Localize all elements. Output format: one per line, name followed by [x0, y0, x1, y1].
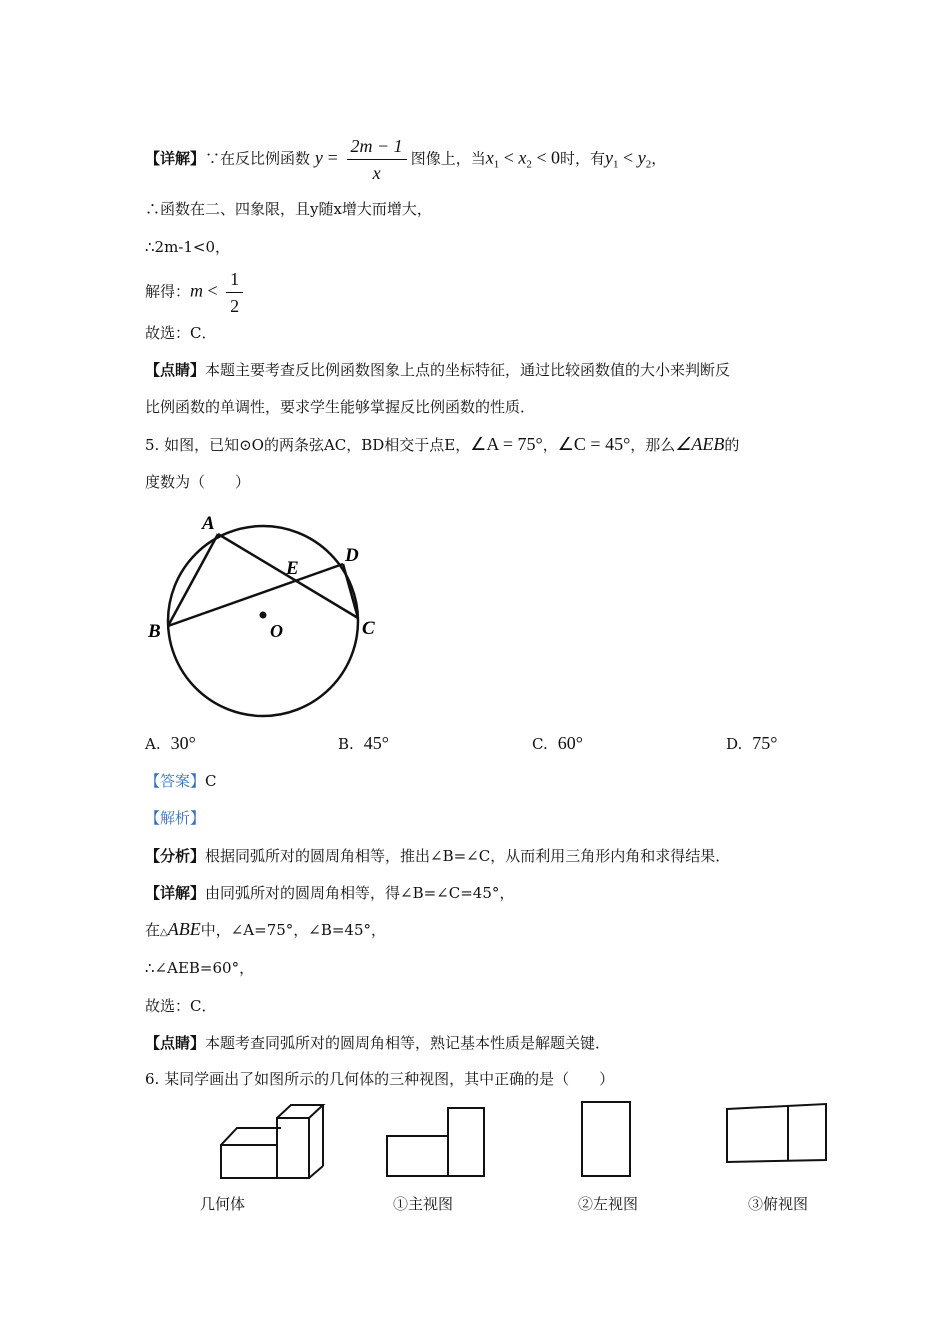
detail-end: ，: [651, 149, 667, 168]
left-view-rect: [582, 1102, 630, 1176]
q5-text-a: 5. 如图，已知⊙O的两条弦AC，BD相交于点E，: [145, 436, 471, 454]
choose-line-2: 故选：C．: [145, 997, 217, 1015]
option-b[interactable]: [338, 733, 389, 754]
comment-text: 本题主要考查反比例函数图象上点的坐标特征，通过比较函数值的大小来判断反: [205, 361, 731, 379]
comment-line-1a: [145, 360, 730, 380]
var-x1: x: [485, 147, 494, 168]
option-a-value: 30°: [170, 733, 196, 753]
fenxi-tag: 【分析】: [145, 847, 206, 865]
label-o: O: [270, 621, 283, 641]
answer-line: [145, 771, 217, 791]
option-c[interactable]: [532, 733, 583, 754]
equals-sign: =: [327, 147, 338, 168]
angle-a-expr: ∠A = 75°: [470, 434, 543, 454]
q5-stem-line-2: 度数为（ ）: [145, 473, 251, 491]
front-view-figure: [382, 1100, 492, 1185]
angle-aeb-expr: ∠AEB: [675, 434, 725, 454]
fraction-2m-1-over-x: [347, 135, 407, 184]
choose-line-1: 故选：C．: [145, 324, 217, 342]
option-c-letter: C.: [532, 735, 548, 753]
detail-tag: 【详解】: [145, 149, 206, 168]
option-c-value: 60°: [557, 733, 583, 753]
triangle-suffix: 中，∠A=75°，∠B=45°，: [200, 921, 387, 939]
option-a-letter: A.: [145, 735, 161, 753]
detail-line-2: [145, 883, 514, 903]
fenxi-text: 根据同弧所对的圆周角相等，推出∠B=∠C，从而利用三角形内角和求得结果．: [205, 847, 731, 865]
answer-tag: 【答案】: [145, 772, 206, 790]
comment2-text: 本题考查同弧所对的圆周角相等，熟记基本性质是解题关键．: [205, 1034, 611, 1052]
caption-front-view: ①主视图: [393, 1196, 454, 1213]
fenxi-line: [145, 846, 730, 866]
lt-sign-3: <: [203, 280, 223, 301]
detail2-text: 由同弧所对的圆周角相等，得∠B=∠C=45°，: [205, 884, 515, 902]
q5-text-b: ，那么: [630, 436, 676, 454]
lt-zero: < 0: [531, 147, 561, 168]
label-b: B: [148, 621, 161, 642]
half-numerator: 1: [226, 268, 243, 293]
triangle-icon: △: [160, 927, 168, 938]
var-y1: y: [605, 147, 614, 168]
fraction-denominator: x: [372, 163, 381, 183]
comment-tag: 【点睛】: [145, 361, 206, 379]
lt-sign: <: [499, 147, 519, 168]
top-view-outline: [727, 1104, 826, 1162]
circle-chord-figure: [140, 505, 400, 725]
solution-line: [145, 268, 247, 316]
solid-right-top: [277, 1105, 323, 1118]
sub-y1: 1: [613, 158, 619, 171]
q5-stem-line-1: [145, 434, 739, 455]
label-d: D: [345, 545, 359, 566]
geometry-solid-figure: [215, 1100, 335, 1185]
solution-prefix: 解得：: [145, 282, 191, 301]
var-y: y: [314, 147, 323, 168]
triangle-line: [145, 919, 386, 943]
comment-line-2: [145, 1033, 610, 1053]
detail-text-c: 时，有: [560, 149, 606, 168]
half-denominator: 2: [230, 296, 240, 316]
circle-outline: [168, 526, 358, 716]
q5-text-c: 的: [724, 436, 740, 454]
answer-value: C: [205, 772, 217, 790]
front-view-right-block: [448, 1108, 484, 1176]
text-line-3: ∴2m-1<0，: [145, 238, 231, 256]
sub-y2: 2: [645, 158, 652, 171]
center-dot: [260, 612, 267, 619]
var-x2: x: [518, 147, 527, 168]
caption-left-view: ②左视图: [578, 1196, 639, 1213]
text-line-2: ∴函数在二、四象限，且y随x增大而增大，: [145, 200, 432, 218]
sub-1: 1: [493, 158, 500, 171]
top-view-figure: [722, 1100, 834, 1170]
lt-sign-2: <: [618, 147, 638, 168]
chord-bd: [168, 564, 343, 626]
front-view-left-block: [387, 1136, 448, 1176]
label-a: A: [202, 513, 215, 534]
caption-solid: 几何体: [200, 1196, 246, 1213]
solid-right-bottom-edge: [309, 1166, 323, 1178]
option-a[interactable]: [145, 733, 196, 754]
detail-text-a: ∵在反比例函数: [205, 149, 311, 168]
option-d[interactable]: [726, 733, 777, 754]
solid-right-front: [277, 1118, 309, 1178]
caption-top-view: ③俯视图: [748, 1196, 809, 1213]
solid-left-top: [221, 1128, 281, 1145]
sub-2: 2: [526, 158, 532, 171]
angle-c-expr: ∠C = 45°: [557, 434, 631, 454]
comment2-tag: 【点睛】: [145, 1034, 206, 1052]
option-d-value: 75°: [752, 733, 778, 753]
detail2-tag: 【详解】: [145, 884, 206, 902]
label-e: E: [286, 558, 299, 579]
fraction-one-half: [226, 268, 243, 317]
solid-left-front: [221, 1145, 277, 1178]
aeb-result-line: ∴∠AEB=60°，: [145, 959, 255, 977]
triangle-prefix: 在: [145, 921, 161, 939]
detail-text-b: 图像上，当: [410, 149, 486, 168]
option-d-letter: D.: [726, 735, 743, 753]
detail-line-1: [145, 135, 667, 183]
comment-line-1b: 比例函数的单调性，要求学生能够掌握反比例函数的性质．: [145, 398, 536, 416]
triangle-abe: ABE: [167, 919, 201, 939]
left-view-figure: [575, 1098, 640, 1183]
analysis-tag: 【解析】: [145, 809, 206, 827]
fraction-numerator: 2m − 1: [347, 135, 407, 160]
q5-sep: ，: [542, 436, 558, 454]
var-m: m: [190, 280, 204, 301]
option-b-value: 45°: [363, 733, 389, 753]
var-y2: y: [637, 147, 646, 168]
label-c: C: [362, 618, 375, 639]
q6-stem: 6. 某同学画出了如图所示的几何体的三种视图，其中正确的是（ ）: [145, 1070, 615, 1088]
option-b-letter: B.: [338, 735, 354, 753]
